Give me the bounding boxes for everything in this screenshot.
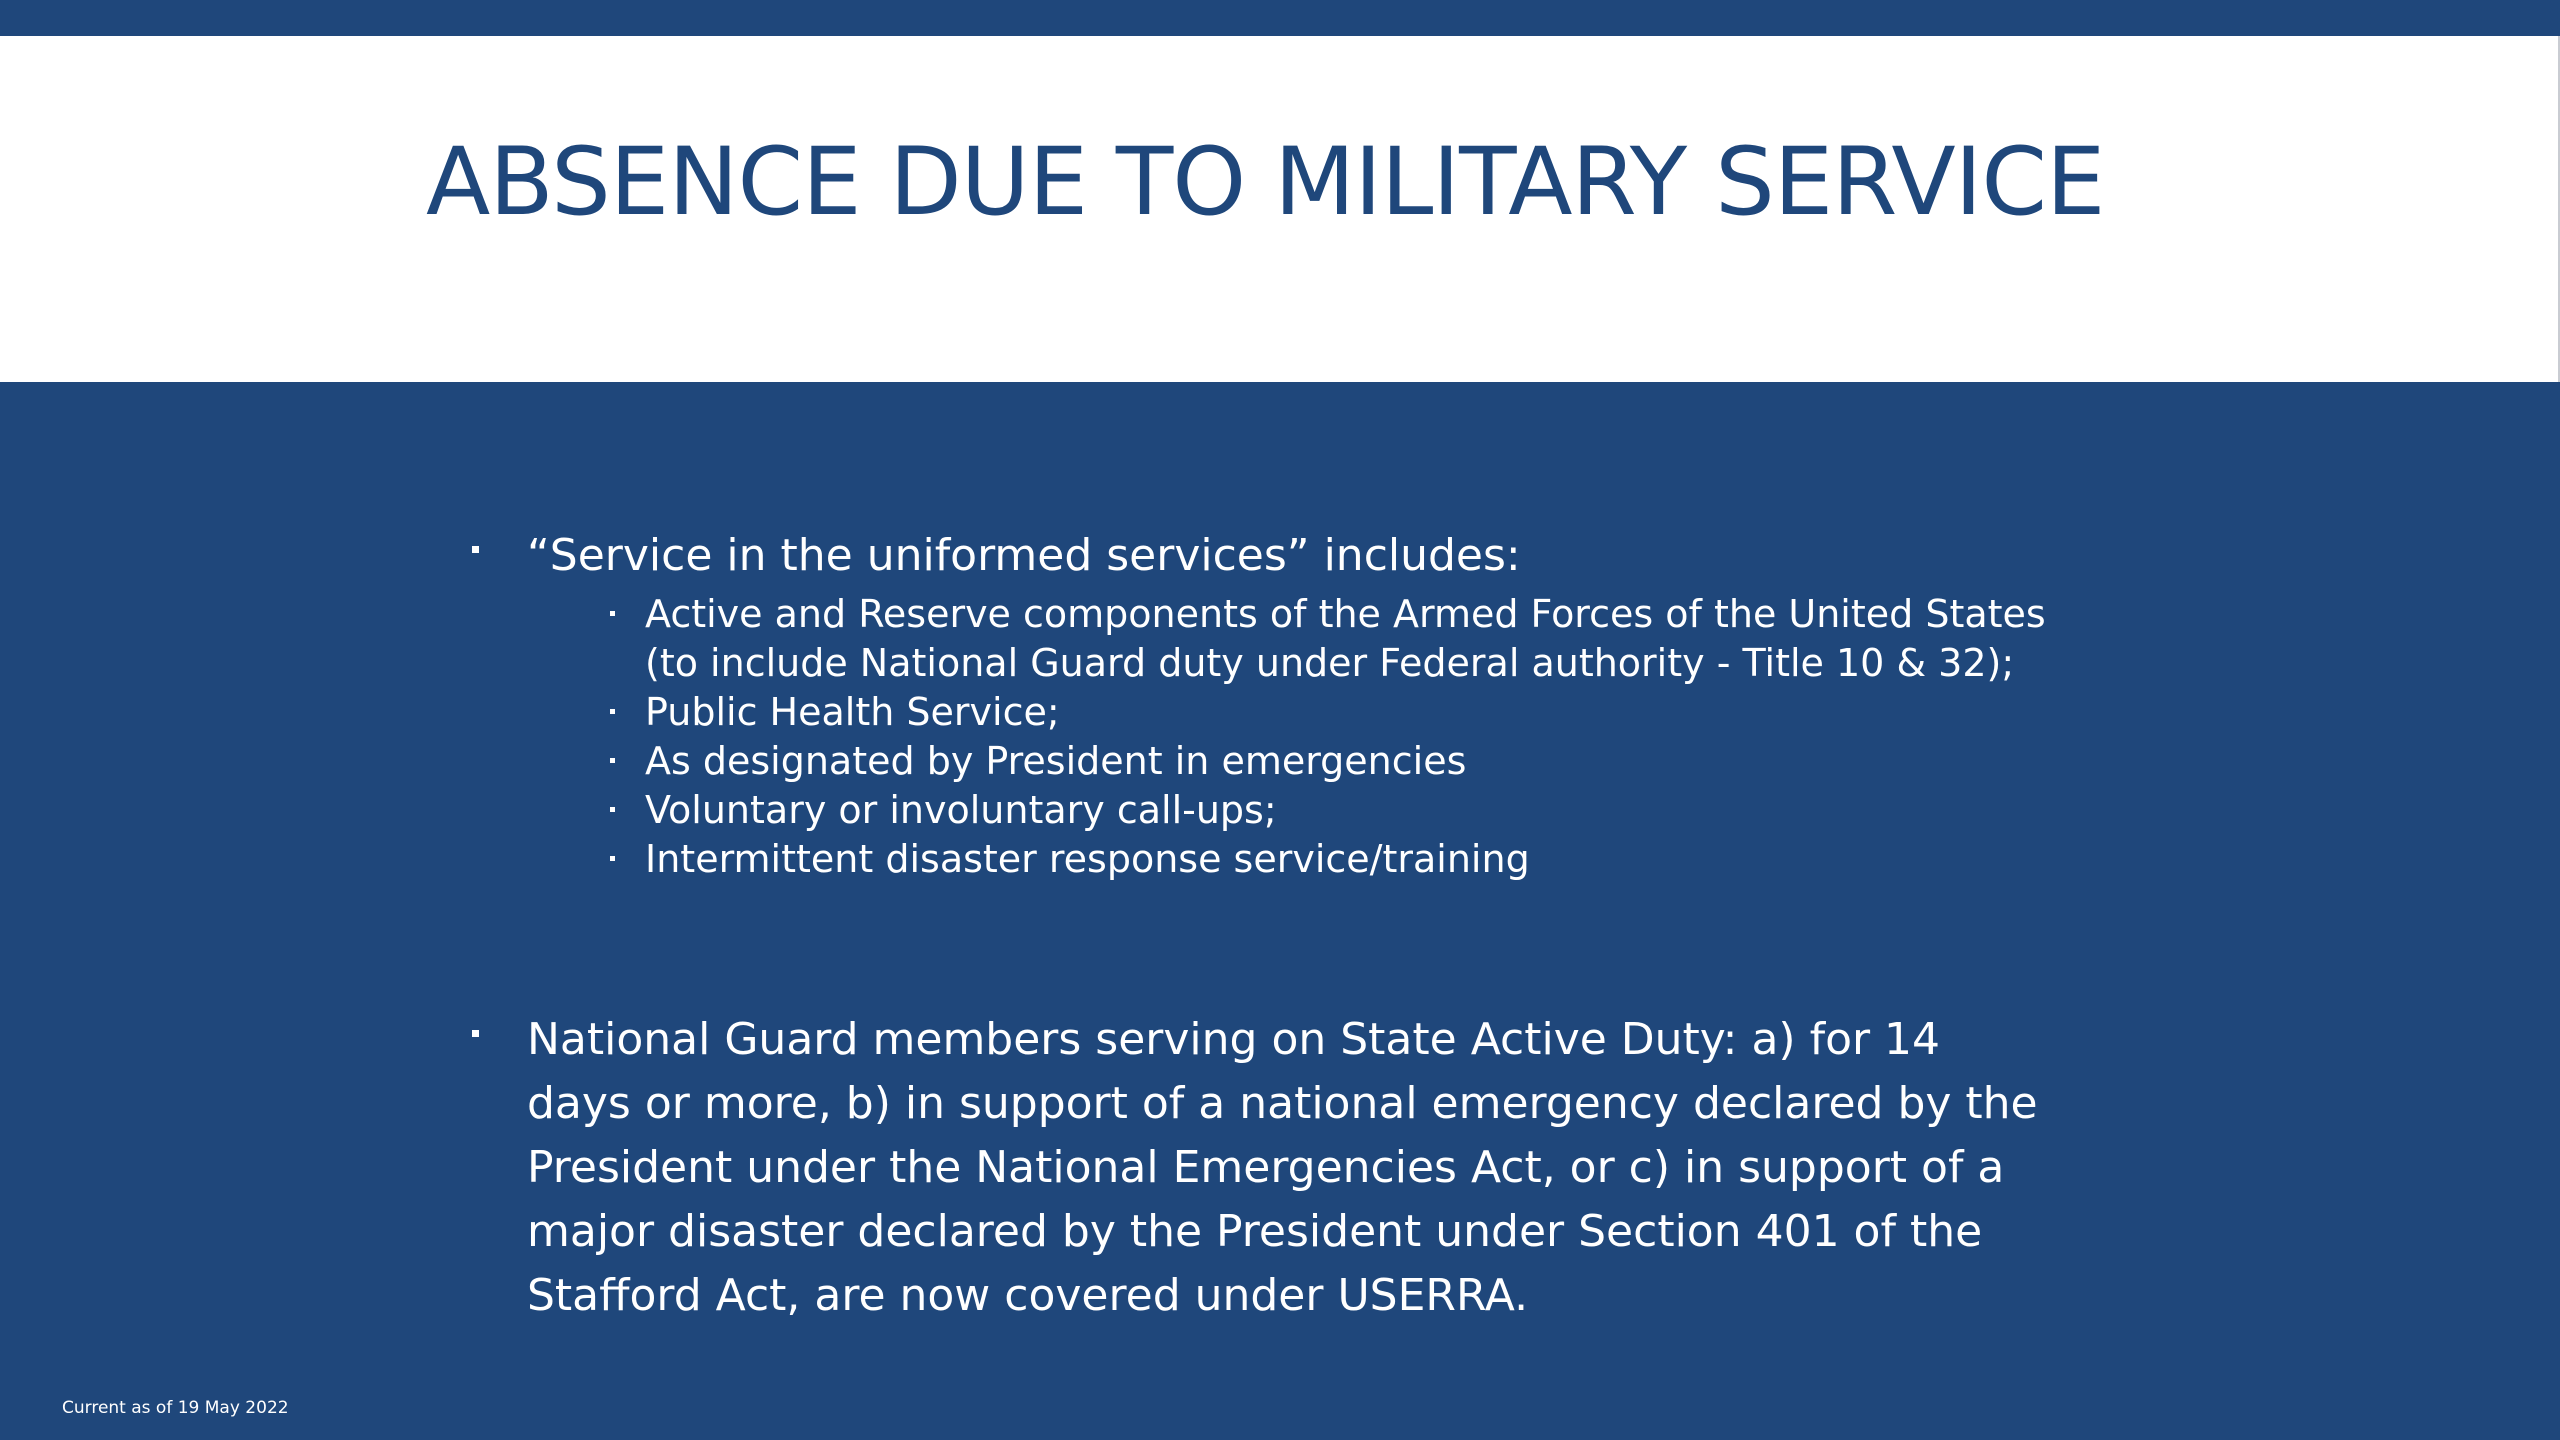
sub-bullet-icon: [610, 611, 615, 616]
sub-bullet-icon: [610, 758, 615, 763]
sub-bullet-icon: [610, 709, 615, 714]
sub-list-item: [610, 835, 2110, 884]
slide-title: ABSENCE DUE TO MILITARY SERVICE: [426, 128, 2105, 237]
bullet-icon: [472, 546, 479, 553]
bullet-icon: [472, 1030, 479, 1037]
sub-item-text: Intermittent disaster response service/training: [645, 837, 1530, 881]
top-accent-bar: [0, 0, 2560, 36]
bullet-item-national-guard: [472, 1008, 2052, 1328]
sub-list-item: [610, 786, 2110, 835]
bullet-text: “Service in the uniformed services” includes:: [527, 530, 1521, 581]
sub-list-item: [610, 737, 2110, 786]
sub-bullet-icon: [610, 807, 615, 812]
bullet-text: National Guard members serving on State Active Duty: a) for 14 days or more, b) in support of a national emergency declared by the President under the National Emergencies Act, or c) in support of a major disaster declared by the President under Section 401 of the Stafford Act, are now covered under USERRA.: [527, 1014, 2038, 1321]
uniformed-services-sublist: [610, 590, 2110, 884]
slide-content: [0, 382, 2560, 1440]
sub-item-text: As designated by President in emergencies: [645, 739, 1467, 783]
sub-bullet-icon: [610, 856, 615, 861]
sub-list-item: [610, 590, 2110, 688]
footer-date-note: Current as of 19 May 2022: [62, 1398, 289, 1418]
sub-item-text: Voluntary or involuntary call-ups;: [645, 788, 1277, 832]
sub-list-item: [610, 688, 2110, 737]
sub-item-text: Active and Reserve components of the Armed Forces of the United States (to include National Guard duty under Federal authority - Title 10 & 32);: [645, 592, 2046, 685]
sub-item-text: Public Health Service;: [645, 690, 1060, 734]
bullet-item-uniformed-services: [472, 524, 2092, 588]
title-band: [0, 36, 2560, 382]
